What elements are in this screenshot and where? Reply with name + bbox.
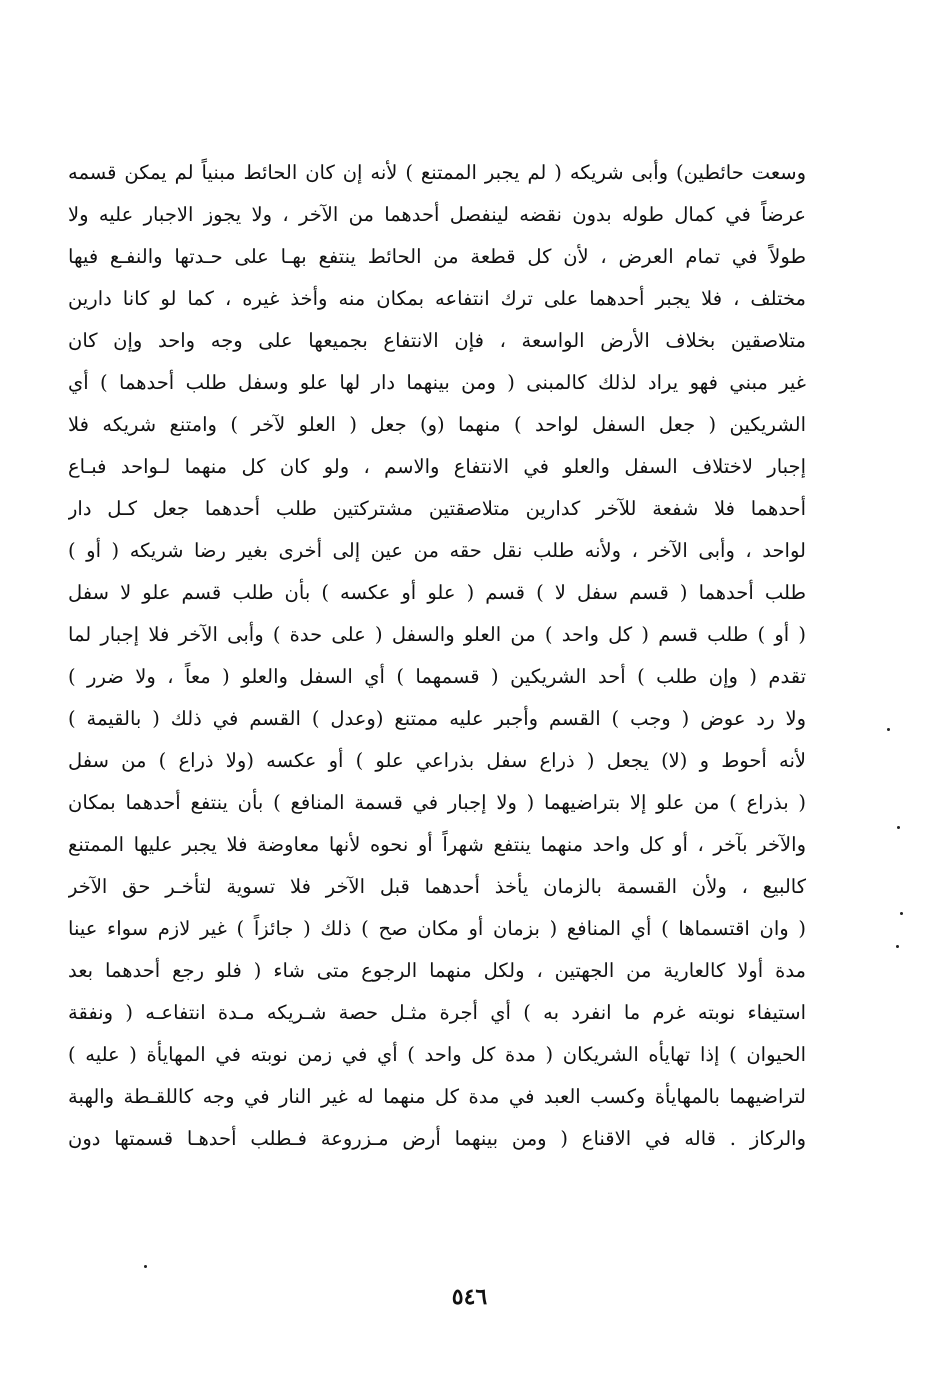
text-line: متلاصقين بخلاف الأرض الواسعة ، فإن الانتفاع بجميعها على وجه واحد وإن كان [68, 329, 806, 352]
text-line: لتراضيهما بالمهايأة وكسب العبد في مدة كل منهما له غير النار في وجه كاللقـطة والهبة [68, 1085, 806, 1108]
text-line: لأنه أحوط و (لا) يجعل ( ذراع سفل بذراعي علو ) أو عكسه (ولا ذراع ) من سفل [68, 749, 806, 772]
text-line: ( بذراع ) من علو إلا بتراضيهما ( ولا إجبار في قسمة المنافع ) بأن ينتفع أحدهما بمكان [68, 791, 806, 814]
text-line: والآخر بآخر ، أو كل واحد منهما ينتفع شهراً أو نحوه لأنها معاوضة فلا يجبر عليها الممتنع [68, 833, 806, 856]
body-text [68, 152, 806, 1160]
scan-speck [897, 826, 900, 829]
text-line: وسعت حائطين) وأبى شريكه ( لم يجبر الممتنع ) لأنه إن كان الحائط مبنياً لم يمكن قسمه [68, 161, 806, 184]
text-line: مختلف ، فلا يجبر أحدهما على ترك انتفاعه بمكان منه وأخذ غيره ، كما لو كانا دارين [68, 287, 806, 310]
text-line: طلب أحدهما ( قسم سفل لا ) قسم ( علو أو عكسه ) بأن طلب قسم علو لا سفل [68, 581, 806, 604]
text-line: ( أو ) طلب قسم ( كل واحد ) من العلو والسفل ( على حدة ) وأبى الآخر فلا إجبار لما [68, 623, 806, 646]
text-line: لواحد ، وأبى الآخر ، ولأنه طلب نقل حقه من عين إلى أخرى بغير رضا شريكه ( أو ) [68, 539, 806, 562]
scan-speck [900, 912, 903, 915]
scan-speck [887, 728, 890, 731]
text-line: كالبيع ، ولأن القسمة بالزمان يأخذ أحدهما قبل الآخر فلا تسوية لتأخـر حق الآخر [68, 875, 806, 898]
text-line: استيفاء نوبته غرم ما انفرد به ) أي أجرة مثـل حصة شـريكه مـدة انتفاعـه ( ونفقة [68, 1001, 806, 1024]
text-line: عرضاً في كمال طوله بدون نقضه لينفصل أحدهما من الآخر ، ولا يجوز الاجبار عليه ولا [68, 203, 806, 226]
text-line: إجبار لاختلاف السفل والعلو في الانتفاع والاسم ، ولو كان كل منهما لـواحد فبـاع [68, 455, 806, 478]
text-line: أحدهما فلا شفعة للآخر كدارين متلاصقتين مشتركتين طلب أحدهما جعل كـل دار [68, 497, 806, 520]
text-line: طولاً في تمام العرض ، لأن كل قطعة من الحائط ينتفع بهـا على حـدتها والنفـع فيها [68, 245, 806, 268]
page-number: ٥٤٦ [451, 1284, 488, 1310]
text-line: غير مبني فهو يراد لذلك كالمبنى ( ومن بينهما دار لها علو وسفل طلب أحدهما ) أي [68, 371, 806, 394]
scan-speck [896, 945, 899, 948]
text-line: الحيوان ) إذا تهايأه الشريكان ( مدة كل واحد ) أي في زمن نوبته في المهايأة ( عليه ) [68, 1043, 806, 1066]
text-line: ولا رد عوض ( وجب ) القسم وأجبر عليه ممتنع (وعدل ) القسم في ذلك ( بالقيمة ) [68, 707, 806, 730]
scan-speck [144, 1265, 147, 1268]
text-line: ( وان اقتسماها ) أي المنافع ( بزمان أو مكان صح ) ذلك ( جائزاً ) غير لازم سواء عينا [68, 917, 806, 940]
text-line: تقدم ( وإن طلب ) أحد الشريكين ( قسمهما ) أي السفل والعلو ( معاً ، ولا ضرر ) [68, 665, 806, 688]
text-line: مدة أولا كالعارية من الجهتين ، ولكل منهما الرجوع متى شاء ( فلو رجع أحدهما بعد [68, 959, 806, 982]
text-line: والركاز . قاله في الاقناع ( ومن بينهما أرض مـزروعة فـطلب أحدهـا قسمتها دون [68, 1127, 806, 1150]
text-line: الشريكين ( جعل السفل لواحد ) منهما (و) جعل ( العلو لآخر ) وامتنع شريكه فلا [68, 413, 806, 436]
